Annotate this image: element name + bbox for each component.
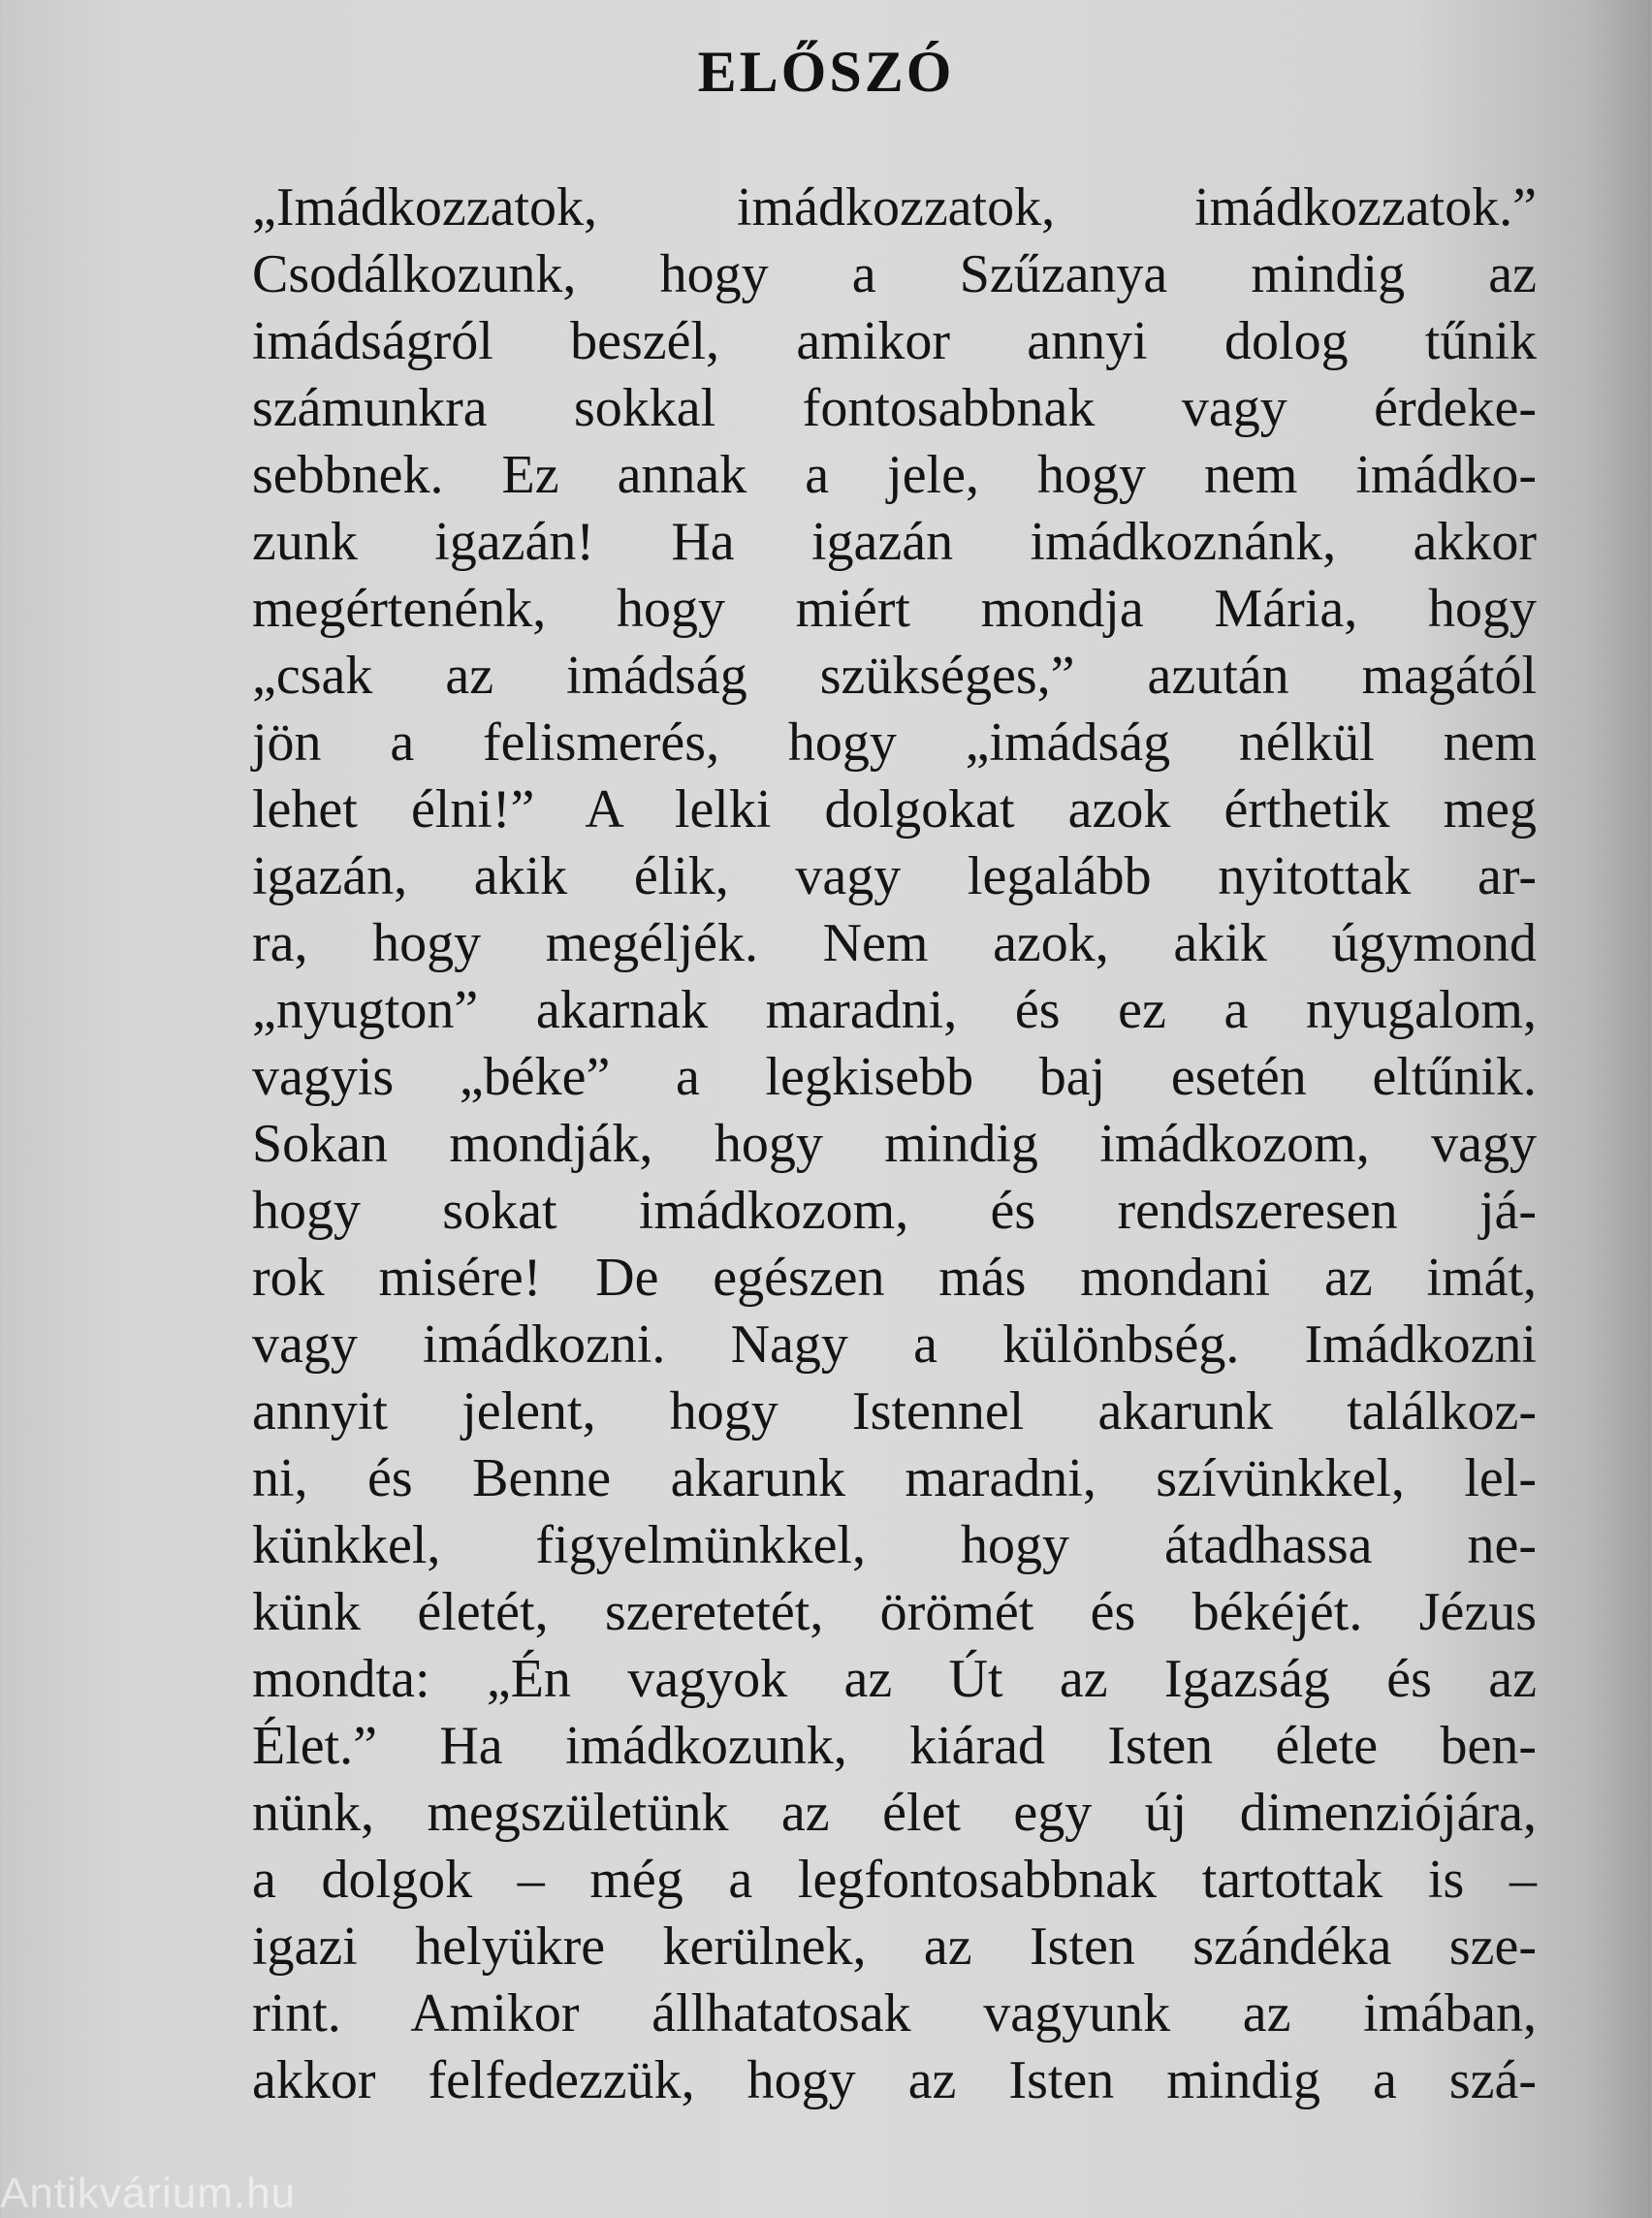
text-line: Csodálkozunk, hogy a Szűzanya mindig az: [252, 244, 1537, 304]
text-line: lehet élni!” A lelki dolgokat azok érthetik meg: [252, 779, 1538, 840]
text-line: igazán, akik élik, vagy legalább nyitottak ar-: [252, 846, 1538, 906]
text-line: künk életét, szeretetét, örömét és békéjét. Jézus: [252, 1582, 1537, 1642]
text-line: „csak az imádság szükséges,” azután magától: [252, 646, 1538, 706]
chapter-heading: ELŐSZÓ: [697, 40, 955, 104]
text-line: jön a felismerés, hogy „imádság nélkül nem: [252, 713, 1538, 773]
text-line: „nyugton” akarnak maradni, és ez a nyugalom,: [252, 980, 1537, 1040]
text-line: nünk, megszületünk az élet egy új dimenziójára,: [252, 1783, 1537, 1843]
text-line: ni, és Benne akarunk maradni, szívünkkel, lel-: [252, 1448, 1537, 1508]
text-line: vagyis „béke” a legkisebb baj esetén eltűnik.: [252, 1047, 1537, 1107]
text-line: „Imádkozzatok, imádkozzatok, imádkozzatok.”: [252, 177, 1537, 238]
text-line: zunk igazán! Ha igazán imádkoznánk, akkor: [252, 512, 1537, 572]
watermark: Antikvárium.hu: [0, 2170, 297, 2217]
text-line: hogy sokat imádkozom, és rendszeresen já-: [252, 1181, 1538, 1241]
text-line: rint. Amikor állhatatosak vagyunk az imában,: [252, 1983, 1537, 2044]
text-line: számunkra sokkal fontosabbnak vagy érdeke-: [252, 378, 1538, 438]
text-line: ra, hogy megéljék. Nem azok, akik úgymond: [252, 913, 1538, 973]
text-line: vagy imádkozni. Nagy a különbség. Imádkozni: [252, 1315, 1537, 1375]
text-line: annyit jelent, hogy Istennel akarunk találkoz-: [252, 1381, 1537, 1442]
body-paragraph: [252, 174, 1537, 2114]
text-line: Sokan mondják, hogy mindig imádkozom, vagy: [252, 1114, 1537, 1174]
text-line: a dolgok – még a legfontosabbnak tartottak is –: [252, 1850, 1537, 1910]
text-line: igazi helyükre kerülnek, az Isten szándéka sze-: [252, 1917, 1537, 1977]
text-line: imádságról beszél, amikor annyi dolog tűnik: [252, 311, 1538, 371]
text-line: akkor felfedezzük, hogy az Isten mindig a szá-: [252, 2050, 1538, 2110]
text-line: rok misére! De egészen más mondani az imát,: [252, 1248, 1538, 1308]
text-line: künkkel, figyelmünkkel, hogy átadhassa ne-: [252, 1515, 1537, 1575]
text-line: sebbnek. Ez annak a jele, hogy nem imádko-: [252, 445, 1537, 505]
text-line: megértenénk, hogy miért mondja Mária, hogy: [252, 579, 1538, 639]
text-line: Élet.” Ha imádkozunk, kiárad Isten élete ben-: [252, 1716, 1537, 1776]
text-line: mondta: „Én vagyok az Út az Igazság és az: [252, 1649, 1537, 1709]
